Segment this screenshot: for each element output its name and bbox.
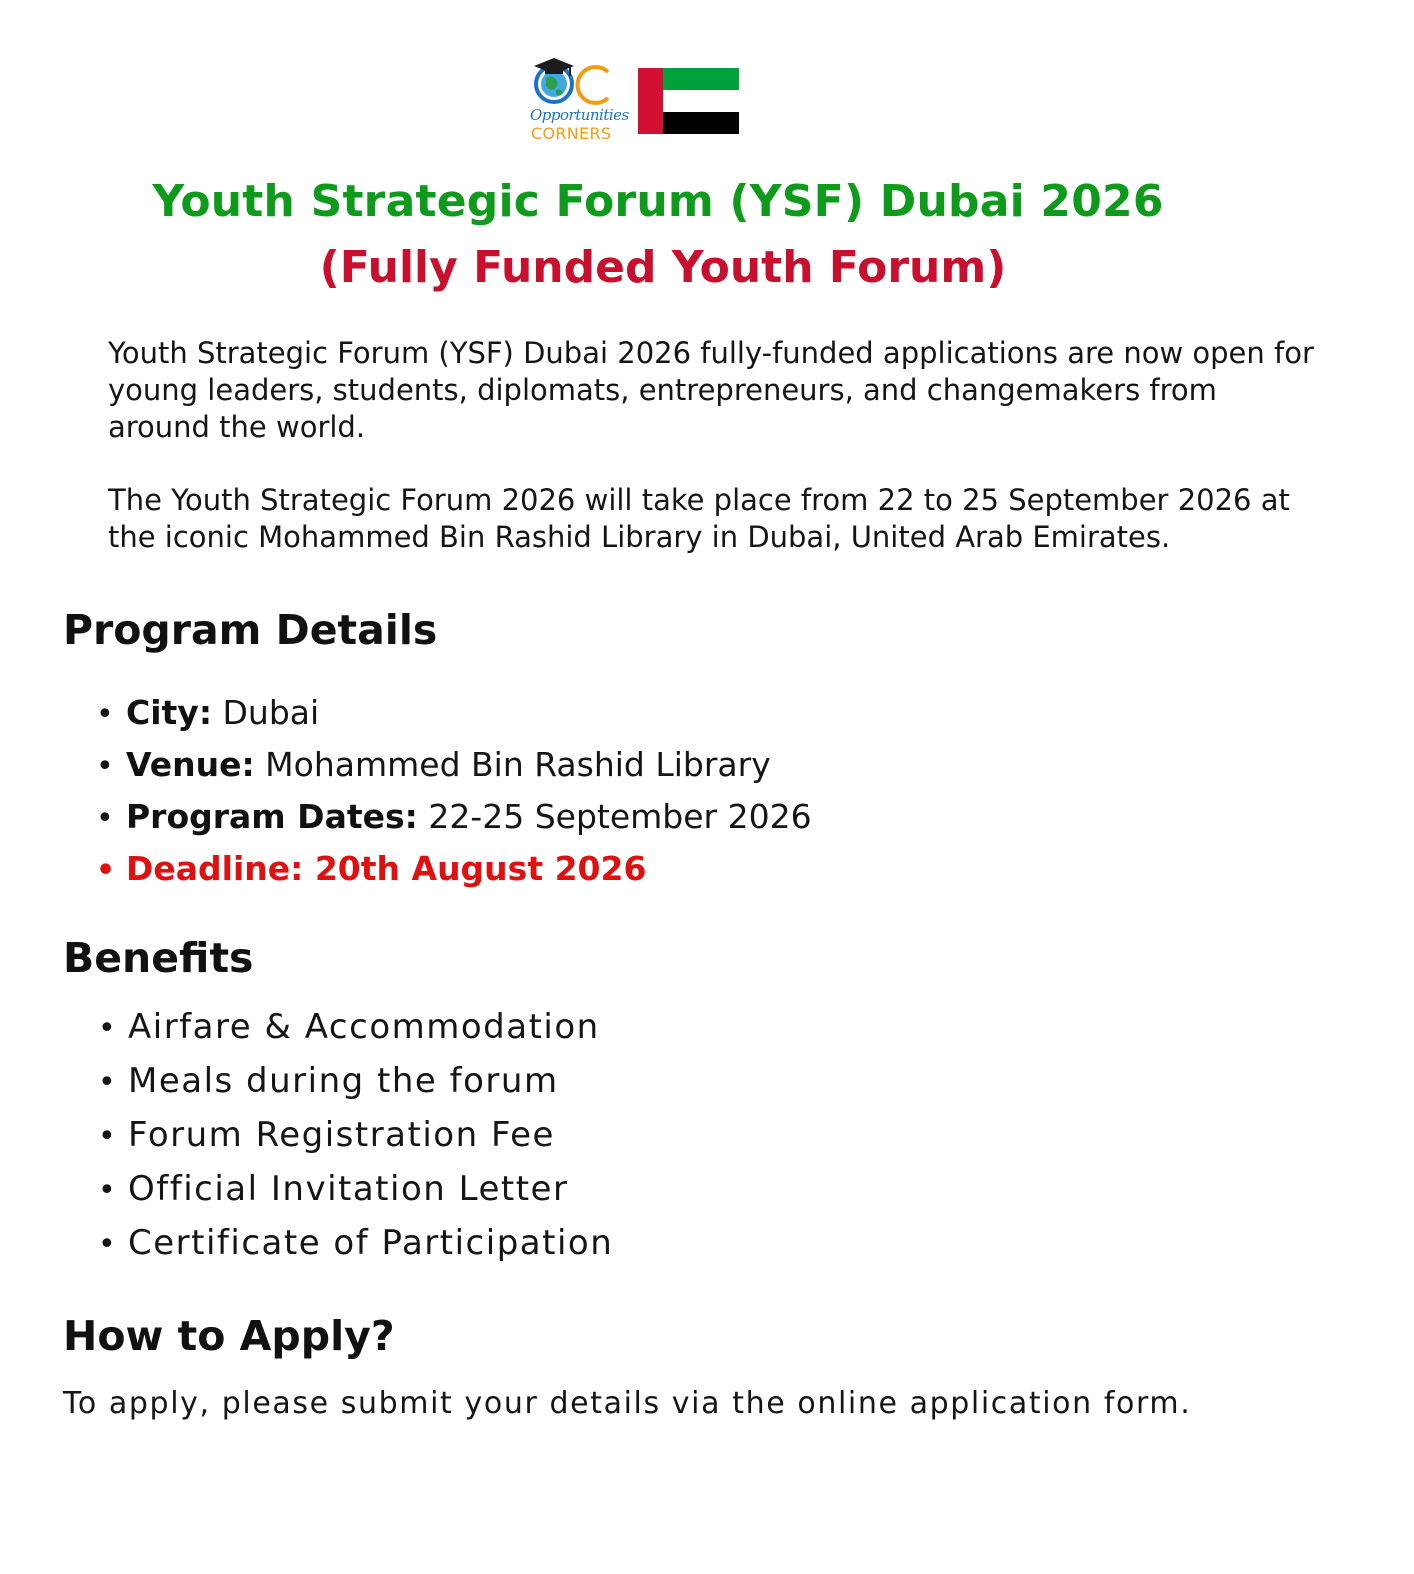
benefits-heading: Benefits	[63, 934, 254, 982]
logo-text-opportunities: Opportunities	[530, 106, 629, 124]
detail-value: 22-25 September 2026	[417, 797, 812, 836]
benefit-text: Certificate of Participation	[128, 1223, 614, 1263]
bullet-icon: •	[98, 1011, 116, 1046]
list-item-venue	[96, 742, 812, 794]
opportunities-corners-logo	[528, 56, 629, 146]
detail-key: City:	[126, 693, 213, 732]
uae-flag-graphic	[638, 68, 739, 134]
list-item-deadline	[96, 846, 812, 898]
bullet-icon: •	[98, 1065, 116, 1100]
bullet-icon: •	[96, 749, 114, 784]
uae-flag-icon	[638, 68, 739, 134]
list-item-city	[96, 690, 812, 742]
list-item	[98, 1110, 613, 1164]
detail-value: Mohammed Bin Rashid Library	[254, 745, 771, 784]
intro-paragraph-2: The Youth Strategic Forum 2026 will take place from 22 to 25 September 2026 at the iconic Mohammed Bin Rashid Library in Dubai, United Arab Emirates.	[108, 483, 1290, 554]
benefit-text: Forum Registration Fee	[128, 1115, 555, 1155]
list-item-program-dates	[96, 794, 812, 846]
benefit-text: Official Invitation Letter	[128, 1169, 569, 1209]
benefit-text: Meals during the forum	[128, 1061, 559, 1101]
benefits-list	[98, 1002, 613, 1272]
bullet-icon: •	[98, 1119, 116, 1154]
detail-key: Program Dates:	[126, 797, 418, 836]
program-details-heading: Program Details	[63, 606, 438, 654]
deadline-text: Deadline: 20th August 2026	[126, 849, 647, 888]
bullet-icon: •	[98, 1227, 116, 1262]
program-details-list	[96, 690, 812, 898]
detail-value: Dubai	[212, 693, 320, 732]
benefit-text: Airfare & Accommodation	[128, 1007, 600, 1047]
how-to-apply-text: To apply, please submit your details via the online application form.	[63, 1386, 1192, 1421]
page-title: Youth Strategic Forum (YSF) Dubai 2026	[152, 176, 1164, 227]
how-to-apply-heading: How to Apply?	[63, 1312, 395, 1360]
bullet-icon: •	[98, 1173, 116, 1208]
bullet-icon: •	[96, 801, 114, 836]
bullet-icon: •	[96, 697, 114, 732]
intro-paragraph-1: Youth Strategic Forum (YSF) Dubai 2026 fully-funded applications are now open for young leaders, students, diplomats, entrepreneurs, and changemakers from around the world.	[108, 336, 1314, 444]
logo-text-corners: CORNERS	[531, 124, 612, 143]
detail-key: Venue:	[126, 745, 255, 784]
list-item	[98, 1056, 613, 1110]
bullet-icon: •	[96, 853, 116, 888]
page-subtitle: (Fully Funded Youth Forum)	[319, 242, 1007, 293]
list-item	[98, 1002, 613, 1056]
list-item	[98, 1218, 613, 1272]
header-logos	[528, 56, 748, 148]
list-item	[98, 1164, 613, 1218]
